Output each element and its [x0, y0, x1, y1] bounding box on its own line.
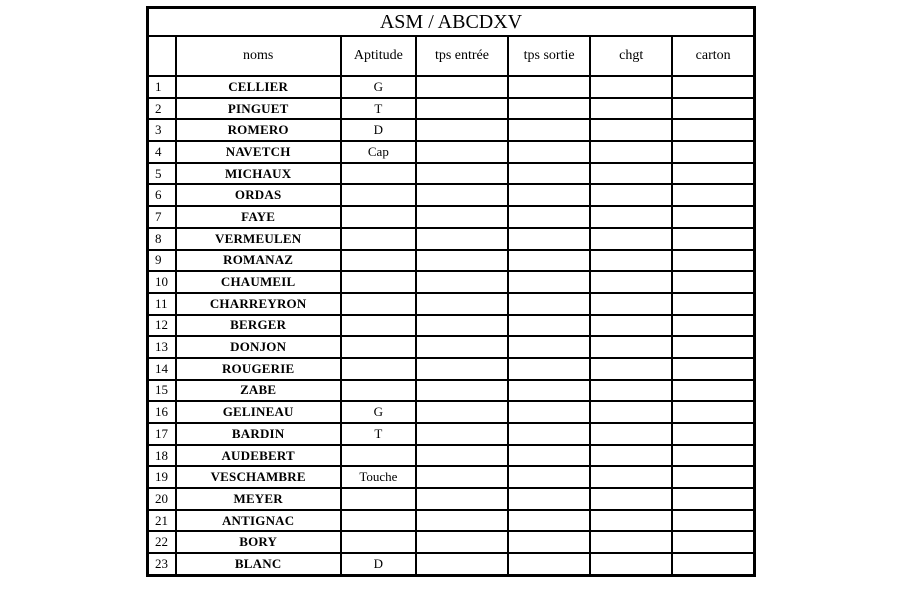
- row-number: 11: [148, 293, 176, 315]
- carton-cell: [672, 163, 754, 185]
- row-number: 12: [148, 315, 176, 337]
- row-number: 3: [148, 119, 176, 141]
- table-row: [148, 488, 755, 510]
- carton-cell: [672, 271, 754, 293]
- aptitude-cell: T: [341, 98, 416, 120]
- tps-entree-cell: [416, 358, 508, 380]
- player-name: MEYER: [176, 488, 341, 510]
- row-number: 9: [148, 250, 176, 272]
- player-name: ANTIGNAC: [176, 510, 341, 532]
- tps-sortie-cell: [508, 271, 590, 293]
- tps-entree-cell: [416, 76, 508, 98]
- chgt-cell: [590, 488, 672, 510]
- row-number: 6: [148, 184, 176, 206]
- carton-cell: [672, 315, 754, 337]
- tps-entree-cell: [416, 184, 508, 206]
- tps-sortie-cell: [508, 423, 590, 445]
- player-name: BERGER: [176, 315, 341, 337]
- aptitude-cell: [341, 531, 416, 553]
- aptitude-cell: D: [341, 553, 416, 575]
- tps-sortie-cell: [508, 206, 590, 228]
- tps-sortie-cell: [508, 184, 590, 206]
- player-name: ROUGERIE: [176, 358, 341, 380]
- player-name: NAVETCH: [176, 141, 341, 163]
- tps-entree-cell: [416, 531, 508, 553]
- header-row: [148, 36, 755, 76]
- aptitude-cell: [341, 228, 416, 250]
- tps-entree-cell: [416, 315, 508, 337]
- tps-entree-cell: [416, 119, 508, 141]
- row-number: 20: [148, 488, 176, 510]
- row-number: 19: [148, 466, 176, 488]
- aptitude-cell: [341, 271, 416, 293]
- chgt-cell: [590, 293, 672, 315]
- player-name: ROMANAZ: [176, 250, 341, 272]
- sheet-title: ASM / ABCDXV: [148, 8, 755, 37]
- aptitude-cell: [341, 510, 416, 532]
- row-number: 17: [148, 423, 176, 445]
- tps-sortie-cell: [508, 488, 590, 510]
- aptitude-cell: [341, 336, 416, 358]
- aptitude-cell: G: [341, 76, 416, 98]
- chgt-cell: [590, 163, 672, 185]
- table-row: [148, 336, 755, 358]
- table-row: [148, 206, 755, 228]
- carton-cell: [672, 228, 754, 250]
- header-carton: carton: [672, 36, 754, 76]
- tps-entree-cell: [416, 228, 508, 250]
- tps-sortie-cell: [508, 98, 590, 120]
- aptitude-cell: [341, 380, 416, 402]
- tps-entree-cell: [416, 510, 508, 532]
- chgt-cell: [590, 336, 672, 358]
- chgt-cell: [590, 531, 672, 553]
- chgt-cell: [590, 445, 672, 467]
- table-row: [148, 76, 755, 98]
- tps-sortie-cell: [508, 76, 590, 98]
- carton-cell: [672, 445, 754, 467]
- chgt-cell: [590, 76, 672, 98]
- player-name: ORDAS: [176, 184, 341, 206]
- tps-sortie-cell: [508, 510, 590, 532]
- tps-entree-cell: [416, 488, 508, 510]
- row-number: 18: [148, 445, 176, 467]
- aptitude-cell: [341, 358, 416, 380]
- table-row: [148, 271, 755, 293]
- carton-cell: [672, 250, 754, 272]
- tps-sortie-cell: [508, 141, 590, 163]
- tps-sortie-cell: [508, 228, 590, 250]
- tps-entree-cell: [416, 445, 508, 467]
- chgt-cell: [590, 553, 672, 575]
- table-row: [148, 98, 755, 120]
- player-name: CHARREYRON: [176, 293, 341, 315]
- tps-entree-cell: [416, 423, 508, 445]
- tps-entree-cell: [416, 466, 508, 488]
- table-row: [148, 141, 755, 163]
- row-number: 1: [148, 76, 176, 98]
- tps-entree-cell: [416, 380, 508, 402]
- chgt-cell: [590, 315, 672, 337]
- aptitude-cell: G: [341, 401, 416, 423]
- player-name: VESCHAMBRE: [176, 466, 341, 488]
- roster-table: [146, 6, 756, 577]
- tps-sortie-cell: [508, 531, 590, 553]
- chgt-cell: [590, 184, 672, 206]
- tps-entree-cell: [416, 206, 508, 228]
- row-number: 21: [148, 510, 176, 532]
- aptitude-cell: [341, 488, 416, 510]
- chgt-cell: [590, 423, 672, 445]
- carton-cell: [672, 141, 754, 163]
- carton-cell: [672, 184, 754, 206]
- tps-sortie-cell: [508, 250, 590, 272]
- aptitude-cell: Cap: [341, 141, 416, 163]
- table-row: [148, 163, 755, 185]
- tps-sortie-cell: [508, 401, 590, 423]
- row-number: 13: [148, 336, 176, 358]
- player-name: PINGUET: [176, 98, 341, 120]
- row-number: 8: [148, 228, 176, 250]
- aptitude-cell: [341, 163, 416, 185]
- tps-sortie-cell: [508, 293, 590, 315]
- table-row: [148, 119, 755, 141]
- table-row: [148, 293, 755, 315]
- player-name: AUDEBERT: [176, 445, 341, 467]
- carton-cell: [672, 98, 754, 120]
- tps-sortie-cell: [508, 315, 590, 337]
- row-number: 5: [148, 163, 176, 185]
- row-number: 10: [148, 271, 176, 293]
- tps-entree-cell: [416, 553, 508, 575]
- table-row: [148, 315, 755, 337]
- aptitude-cell: T: [341, 423, 416, 445]
- chgt-cell: [590, 466, 672, 488]
- row-number: 23: [148, 553, 176, 575]
- table-row: [148, 380, 755, 402]
- aptitude-cell: Touche: [341, 466, 416, 488]
- header-tps-sortie: tps sortie: [508, 36, 590, 76]
- row-number: 15: [148, 380, 176, 402]
- tps-entree-cell: [416, 163, 508, 185]
- chgt-cell: [590, 206, 672, 228]
- chgt-cell: [590, 98, 672, 120]
- aptitude-cell: [341, 184, 416, 206]
- tps-entree-cell: [416, 336, 508, 358]
- chgt-cell: [590, 228, 672, 250]
- carton-cell: [672, 293, 754, 315]
- table-row: [148, 445, 755, 467]
- chgt-cell: [590, 119, 672, 141]
- aptitude-cell: [341, 315, 416, 337]
- carton-cell: [672, 76, 754, 98]
- carton-cell: [672, 206, 754, 228]
- carton-cell: [672, 466, 754, 488]
- table-row: [148, 423, 755, 445]
- carton-cell: [672, 358, 754, 380]
- carton-cell: [672, 531, 754, 553]
- aptitude-cell: [341, 445, 416, 467]
- tps-sortie-cell: [508, 466, 590, 488]
- header-noms: noms: [176, 36, 341, 76]
- player-name: GELINEAU: [176, 401, 341, 423]
- carton-cell: [672, 510, 754, 532]
- tps-sortie-cell: [508, 553, 590, 575]
- header-tps-entree: tps entrée: [416, 36, 508, 76]
- row-number: 22: [148, 531, 176, 553]
- row-number: 7: [148, 206, 176, 228]
- player-name: DONJON: [176, 336, 341, 358]
- table-row: [148, 184, 755, 206]
- aptitude-cell: [341, 293, 416, 315]
- table-row: [148, 228, 755, 250]
- carton-cell: [672, 488, 754, 510]
- player-name: ROMERO: [176, 119, 341, 141]
- player-name: MICHAUX: [176, 163, 341, 185]
- header-chgt: chgt: [590, 36, 672, 76]
- tps-sortie-cell: [508, 380, 590, 402]
- header-aptitude: Aptitude: [341, 36, 416, 76]
- tps-sortie-cell: [508, 445, 590, 467]
- tps-entree-cell: [416, 293, 508, 315]
- player-name: VERMEULEN: [176, 228, 341, 250]
- table-row: [148, 531, 755, 553]
- player-name: BLANC: [176, 553, 341, 575]
- player-name: BORY: [176, 531, 341, 553]
- player-name: BARDIN: [176, 423, 341, 445]
- chgt-cell: [590, 141, 672, 163]
- chgt-cell: [590, 380, 672, 402]
- row-number: 16: [148, 401, 176, 423]
- table-row: [148, 553, 755, 575]
- carton-cell: [672, 119, 754, 141]
- carton-cell: [672, 553, 754, 575]
- carton-cell: [672, 380, 754, 402]
- tps-entree-cell: [416, 141, 508, 163]
- table-row: [148, 401, 755, 423]
- aptitude-cell: [341, 250, 416, 272]
- chgt-cell: [590, 510, 672, 532]
- table-body: [148, 76, 755, 575]
- player-name: CHAUMEIL: [176, 271, 341, 293]
- player-name: ZABE: [176, 380, 341, 402]
- tps-sortie-cell: [508, 119, 590, 141]
- player-name: FAYE: [176, 206, 341, 228]
- tps-entree-cell: [416, 271, 508, 293]
- player-name: CELLIER: [176, 76, 341, 98]
- tps-entree-cell: [416, 98, 508, 120]
- chgt-cell: [590, 358, 672, 380]
- table-row: [148, 250, 755, 272]
- table-row: [148, 510, 755, 532]
- aptitude-cell: D: [341, 119, 416, 141]
- tps-entree-cell: [416, 401, 508, 423]
- chgt-cell: [590, 271, 672, 293]
- tps-entree-cell: [416, 250, 508, 272]
- tps-sortie-cell: [508, 358, 590, 380]
- chgt-cell: [590, 250, 672, 272]
- header-number: [148, 36, 176, 76]
- row-number: 4: [148, 141, 176, 163]
- row-number: 14: [148, 358, 176, 380]
- carton-cell: [672, 423, 754, 445]
- tps-sortie-cell: [508, 163, 590, 185]
- row-number: 2: [148, 98, 176, 120]
- aptitude-cell: [341, 206, 416, 228]
- table-row: [148, 466, 755, 488]
- chgt-cell: [590, 401, 672, 423]
- carton-cell: [672, 336, 754, 358]
- carton-cell: [672, 401, 754, 423]
- tps-sortie-cell: [508, 336, 590, 358]
- table-row: [148, 358, 755, 380]
